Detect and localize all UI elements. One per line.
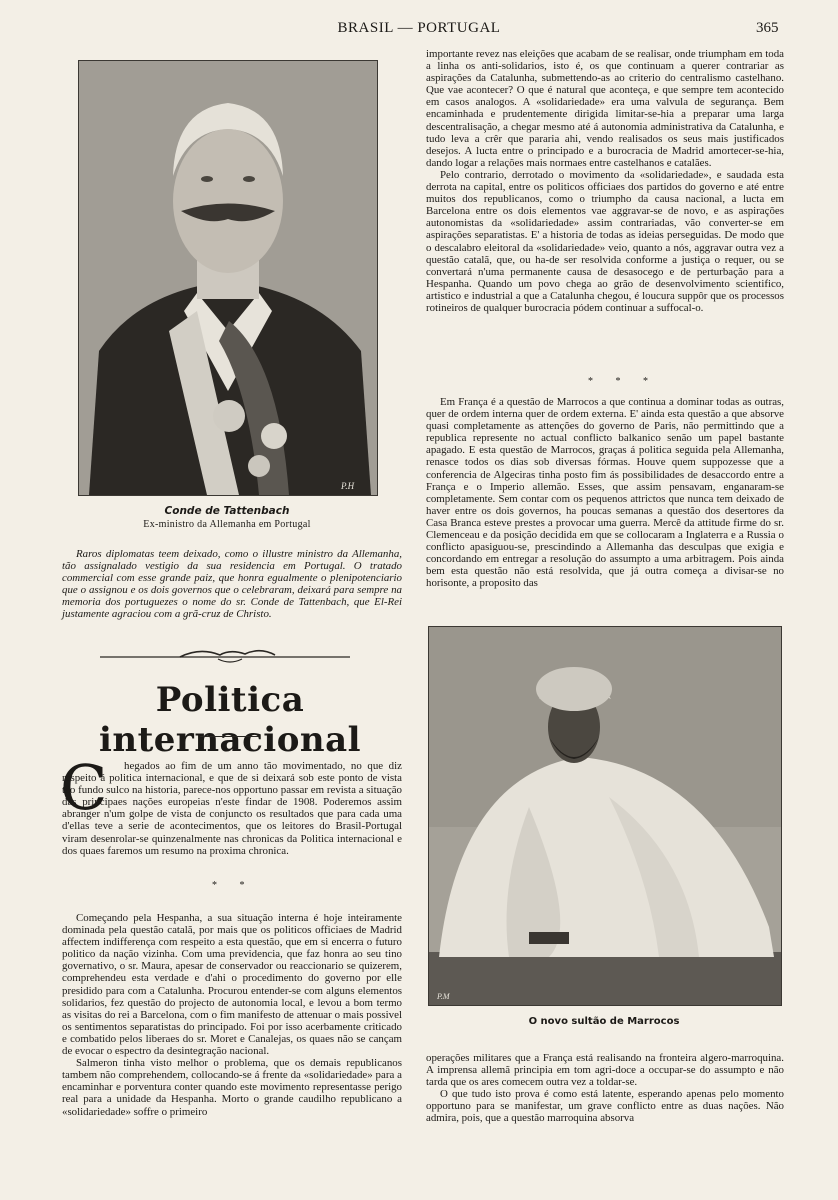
paragraph-france-2: operações militares que a França está realisando na fronteira algero-marroquina. A imprensa allemã principia em tom agri-doce a occupar-se do assumpto e não tarda que os ares comecem outra vez a toldar-se. bbox=[426, 1052, 784, 1089]
portrait-photo bbox=[78, 60, 378, 496]
paragraph-right-2: Pelo contrario, derrotado o movimento da «solidariedade», e saudada esta derrota na capital, entre os politicos officiaes dos partidos do governo e até entre muitos dos republicanos, como o triumpho da causa nacional, a lucta em Barcelona entre os dois elementos vae aggravar-se de novo, e as aspirações autonomistas da «solidariedade» assim contrariadas, vão converter-se em aspirações separatistas. E' a historia de todas as ideias perseguidas. De modo que o descalabro eleitoral da «solidariedade» veio, quanto a nós, aggravar outra vez a questão catalã, que, ou ha-de ser resolvida conforme a justiça o requer, ou se convertará n'uma permanente causa de desasocego e de perturbação para a Hespanha. Quando um povo chega ao grão de desenvolvimento scientifico, artistico e industrial a que a Catalunha chegou, é loucura suppôr que os processos rotineiros de qualquer burocracia pódem continuar a suffocal-o. bbox=[426, 168, 784, 314]
page-number: 365 bbox=[756, 20, 779, 36]
article-body-france-cont bbox=[426, 1052, 784, 1125]
paragraph-france-1: Em França é a questão de Marrocos a que continua a dominar todas as outras, quer de ordem interna quer de ordem externa. E' ainda esta questão a que absorve quasi completamente as attenções do governo de Paris, não permittindo que a republica represente no actual conflicto balkanico senão um papel bastante apagado. E esta questão de Marrocos, graças á politica seguida pela Allemanha, renasce todos os dias sob diversas fórmas. Houve quem suppozesse que a conferencia de Algeciras tinha posto fim ás possibilidades de desaccordo entre a França e o Imperio allemão. Esses, que assim pensavam, enganaram-se completamente. Sem contar com os pequenos attrictos que nunca tem deixado de haver entre os dois governos, ha poucas semanas a questão dos desertores da Casa Branca esteve prestes a provocar uma guerra. Mercê da attitude firme do sr. Clemenceau e da posição decidida em que se collocaram a Inglaterra e a Russia o conflicto apasiguou-se, prescindindo a Allemanha das desculpas que exigia e concordando em entregar a resolução do assumpto a uma arbitragem. Pois ainda bem esta questão não está resolvida, que já outra começa a divisar-se no horisonte, a proposito das bbox=[426, 396, 784, 590]
portrait-caption-name: Conde de Tattenbach bbox=[164, 505, 290, 517]
section-title: Politica internacional bbox=[98, 680, 362, 760]
drop-cap: C bbox=[60, 751, 108, 824]
sultan-photo-caption: O novo sultão de Marrocos bbox=[528, 1016, 680, 1027]
title-rule bbox=[200, 736, 258, 737]
section-separator: * * bbox=[212, 880, 255, 891]
portrait-intro-text: Raros diplomatas teem deixado, como o illustre ministro da Allemanha, tão assignalado vestigio da sua residencia em Portugal. O tratado commercial com esse grande paiz, que honra egualmente o plenipotenciario que o assignou e os dois governos que o celebraram, deixará para sempre na memoria dos portuguezes o nome do sr. Conde de Tattenbach, que El-Rei justamente agraciou com a grã-cruz de Christo. bbox=[62, 548, 402, 621]
article-intro: hegados ao fim de um anno tão movimentado, no que diz respeito á politica internacional, e que de si deixará sob este ponto de vista tão fundo sulco na historia, parece-nos opportuno passar em revista a situação das principaes nações europeias n'este findar de 1908. Poderemos assim abranger n'um golpe de vista de conjuncto os resultados que para cada uma d'ellas teve a serie de acontecimentos, que os leitores do Brasil-Portugal viram desenrolar-se quinzenalmente nas chronicas da Politica internacional e dos quaes faremos um resumo na proxima chronica. bbox=[62, 760, 402, 857]
portrait-caption-subtitle: Ex-ministro da Allemanha em Portugal bbox=[143, 519, 311, 530]
paragraph-france-3: O que tudo isto prova é como está latente, esperando apenas pelo momento opportuno para se manifestar, um grave conflicto entre as duas nações. Não admira, pois, que a questão marroquina absorva bbox=[426, 1088, 784, 1125]
paragraph-spain-2: Salmeron tinha visto melhor o problema, que os demais republicanos tambem não comprehendem, collocando-se á frente da «solidariedade» para a encaminhar e porventura conter quando este movimento representasse perigo real para a unidade da Hespanha. Morto o grande caudilho republicano a «solidariedade» soffre o primeiro bbox=[62, 1057, 402, 1118]
sultan-photo-signature: P.M bbox=[437, 992, 450, 1001]
section-separator-right: * * * bbox=[588, 376, 658, 387]
running-title: BRASIL — PORTUGAL bbox=[337, 20, 501, 36]
ornament-divider-icon bbox=[100, 645, 350, 665]
portrait-signature: P.H bbox=[341, 481, 355, 491]
article-body-france bbox=[426, 396, 784, 590]
article-body-right-top bbox=[426, 48, 784, 314]
sultan-photo bbox=[428, 626, 782, 1006]
paragraph-spain-1: Começando pela Hespanha, a sua situação interna é hoje inteiramente dominada pela questão catalã, por mais que os politicos officiaes de Madrid affectem indifferença com respeito a esta questão, que em si encerra o futuro politico da nação vizinha. Com uma previdencia, que faz honra ao seu tino governativo, o sr. Maura, apesar de conservador ou reaccionario se quizerem, comprehendeu esta verdade e d'ahi o procedimento do governo por elle presidido para com a Catalunha. Procurou entender-se com alguns elementos solidarios, fez questão do projecto de autonomia local, e levou a bom termo as visitas do rei a Barcelona, com o fim manifesto de attenuar o mais possivel os sentimentos separatistas do principado. Foi por isso acerbamente criticado e combatido pelos liberaes do sr. Moret e Canalejas, os quaes não se cançam de evocar o espectro da desintegração nacional. bbox=[62, 912, 402, 1058]
paragraph-right-1: importante revez nas eleições que acabam de se realisar, onde triumpham em toda a linha os anti-solidarios, isto é, os que continuam a querer contrariar as aspirações da Catalunha, submettendo-as ao criterio do centralismo castelhano. Que vae acontecer? O que é natural que aconteça, e que sempre tem acontecido em casos analogos. A «solidariedade» era uma valvula de segurança. Bem encaminhada e prudentemente dirigida limitar-se-hia a preparar uma larga descentralisação, a chegar mesmo até á autonomia administrativa da Catalunha, e tudo leva a crêr que pararia ahi, vendo realisados os seus mais justificados desejos. A lucta entre o principado e a burocracia de Madrid amortecer-se-hia, dando logar a relações mais normaes entre castelhanos e catalães. bbox=[426, 48, 784, 169]
article-body-spain bbox=[62, 912, 402, 1118]
